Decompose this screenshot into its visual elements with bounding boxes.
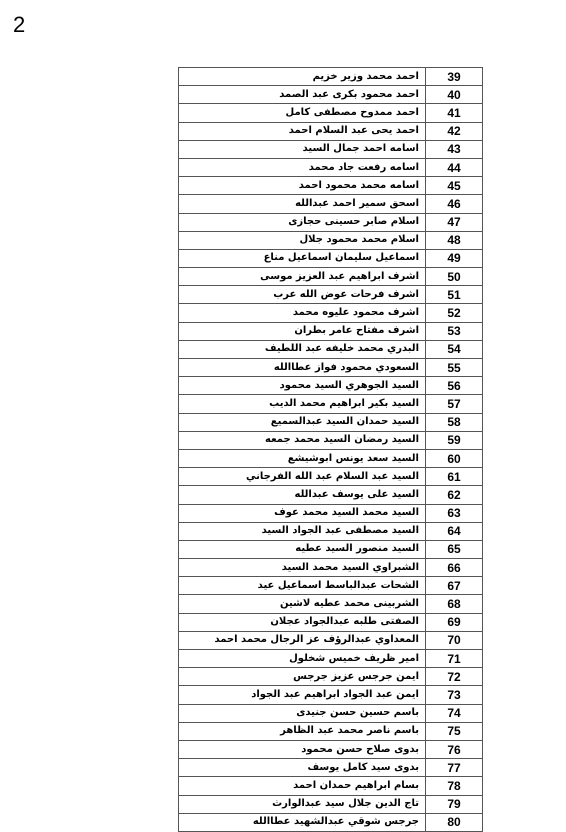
row-number: 80 [426,813,483,831]
row-name: تاج الدين جلال سيد عبدالوارث [179,795,426,813]
table-row [179,759,483,777]
row-name: باسم حسين حسن جنيدى [179,704,426,722]
table-row [179,686,483,704]
table-row [179,577,483,595]
table-row [179,395,483,413]
row-name: السيد على يوسف عبدالله [179,486,426,504]
table-row [179,304,483,322]
row-name: البدري محمد خليفه عبد اللطيف [179,340,426,358]
table-row [179,431,483,449]
row-name: السيد عبد السلام عبد الله الفرجاني [179,468,426,486]
row-name: الشحات عبدالباسط اسماعيل عيد [179,577,426,595]
table-row [179,668,483,686]
table-row [179,104,483,122]
row-name: السيد مصطفى عبد الجواد السيد [179,522,426,540]
table-row [179,359,483,377]
row-number: 77 [426,759,483,777]
table-row [179,177,483,195]
row-name: الشبراوي السيد محمد السيد [179,559,426,577]
row-name: احمد يحى عبد السلام احمد [179,122,426,140]
table-row [179,286,483,304]
row-number: 52 [426,304,483,322]
row-number: 62 [426,486,483,504]
row-name: احمد ممدوح مصطفى كامل [179,104,426,122]
row-number: 75 [426,722,483,740]
row-name: السيد محمد السيد محمد عوف [179,504,426,522]
row-number: 70 [426,631,483,649]
row-name: السيد منصور السيد عطيه [179,540,426,558]
row-name: اسلام محمد محمود جلال [179,231,426,249]
row-number: 45 [426,177,483,195]
row-name: اسامه محمد محمود احمد [179,177,426,195]
row-name: امير ظريف خميس شخلول [179,650,426,668]
table-row [179,613,483,631]
row-number: 63 [426,504,483,522]
row-number: 67 [426,577,483,595]
row-number: 56 [426,377,483,395]
table-row [179,559,483,577]
table-row [179,449,483,467]
row-number: 74 [426,704,483,722]
table-row [179,86,483,104]
table-row [179,795,483,813]
row-name: باسم ناصر محمد عبد الظاهر [179,722,426,740]
row-number: 76 [426,740,483,758]
table-row [179,140,483,158]
row-name: السيد بكير ابراهيم محمد الديب [179,395,426,413]
names-table [178,67,483,832]
row-number: 65 [426,540,483,558]
table-row [179,813,483,831]
row-number: 79 [426,795,483,813]
row-number: 43 [426,140,483,158]
page-number: 2 [13,12,26,37]
row-number: 68 [426,595,483,613]
row-number: 51 [426,286,483,304]
row-name: جرجس شوقي عبدالشهيد عطاالله [179,813,426,831]
row-number: 78 [426,777,483,795]
row-name: اسحق سمير احمد عبدالله [179,195,426,213]
table-row [179,704,483,722]
row-number: 73 [426,686,483,704]
table-row [179,377,483,395]
table-row [179,322,483,340]
table-row [179,340,483,358]
table-row [179,631,483,649]
table-row [179,268,483,286]
table-row [179,468,483,486]
row-name: اسامه رفعت جاد محمد [179,158,426,176]
row-name: الصفتى طلبه عبدالجواد عجلان [179,613,426,631]
row-number: 58 [426,413,483,431]
row-number: 49 [426,249,483,267]
row-number: 71 [426,650,483,668]
table-row [179,249,483,267]
row-name: اسلام صابر حسينى حجازى [179,213,426,231]
row-number: 59 [426,431,483,449]
table-row [179,158,483,176]
table-row [179,68,483,86]
table-row [179,195,483,213]
table-row [179,486,483,504]
table-row [179,722,483,740]
row-name: السيد حمدان السيد عبدالسميع [179,413,426,431]
table-row [179,540,483,558]
names-table-body [179,68,483,832]
row-name: ايمن جرجس عزيز جرجس [179,668,426,686]
row-number: 54 [426,340,483,358]
row-number: 53 [426,322,483,340]
row-number: 39 [426,68,483,86]
row-name: احمد محمود بكرى عبد الصمد [179,86,426,104]
row-name: اشرف مفتاح عامر بطران [179,322,426,340]
row-name: اشرف محمود عليوه محمد [179,304,426,322]
row-name: السعودي محمود فواز عطاالله [179,359,426,377]
row-number: 44 [426,158,483,176]
table-row [179,595,483,613]
row-number: 72 [426,668,483,686]
row-name: احمد محمد وزير خزيم [179,68,426,86]
row-number: 46 [426,195,483,213]
row-name: السيد الجوهري السيد محمود [179,377,426,395]
row-number: 60 [426,449,483,467]
row-name: السيد سعد يونس ابوشيشع [179,449,426,467]
row-name: السيد رمضان السيد محمد جمعه [179,431,426,449]
row-number: 50 [426,268,483,286]
table-row [179,740,483,758]
row-name: اسامه احمد جمال السيد [179,140,426,158]
table-row [179,413,483,431]
row-name: بدوى صلاح حسن محمود [179,740,426,758]
row-name: المعداوي عبدالرؤف عز الرجال محمد احمد [179,631,426,649]
row-number: 61 [426,468,483,486]
row-number: 64 [426,522,483,540]
row-name: ايمن عبد الجواد ابراهيم عبد الجواد [179,686,426,704]
row-name: اشرف فرحات عوض الله عرب [179,286,426,304]
row-number: 47 [426,213,483,231]
row-number: 69 [426,613,483,631]
table-row [179,122,483,140]
row-number: 41 [426,104,483,122]
row-number: 40 [426,86,483,104]
table-row [179,777,483,795]
row-number: 55 [426,359,483,377]
row-name: اسماعيل سليمان اسماعيل مناع [179,249,426,267]
row-name: الشربينى محمد عطيه لاشين [179,595,426,613]
table-row [179,504,483,522]
table-row [179,650,483,668]
row-name: اشرف ابراهيم عبد العزيز موسى [179,268,426,286]
row-name: بسام ابراهيم حمدان احمد [179,777,426,795]
row-name: بدوى سيد كامل يوسف [179,759,426,777]
row-number: 42 [426,122,483,140]
table-row [179,522,483,540]
row-number: 48 [426,231,483,249]
names-table-container [178,67,483,832]
table-row [179,231,483,249]
row-number: 57 [426,395,483,413]
row-number: 66 [426,559,483,577]
table-row [179,213,483,231]
